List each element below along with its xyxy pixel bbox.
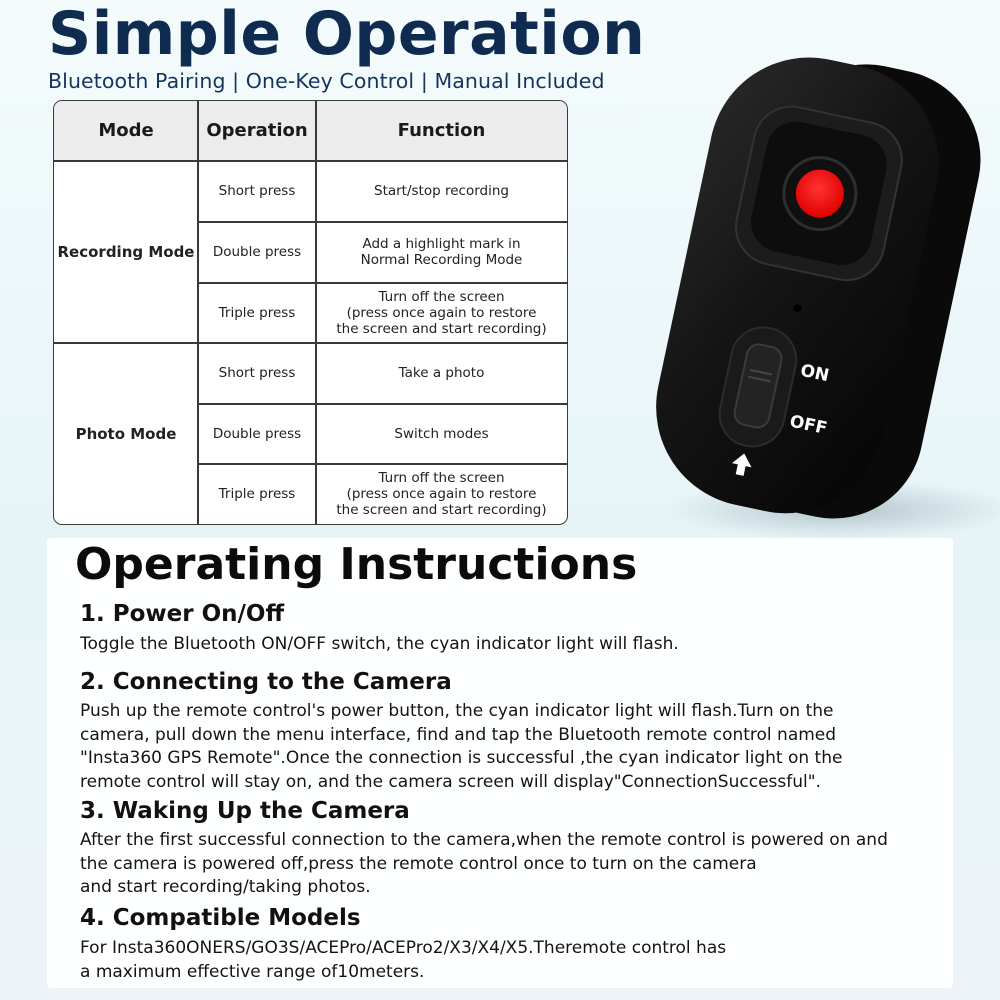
function-line: Turn off the screen xyxy=(378,288,505,305)
function-line: Turn off the screen xyxy=(378,470,505,486)
page-subtitle: Bluetooth Pairing | One-Key Control | Manual Included xyxy=(48,69,605,93)
section-heading-waking: 3. Waking Up the Camera xyxy=(80,798,410,824)
body-line: remote control will stay on, and the camera screen will display"ConnectionSuccessful". xyxy=(80,771,821,792)
operation-cell: Short press xyxy=(218,365,296,381)
function-line: Normal Recording Mode xyxy=(360,252,523,268)
operation-cell: Double press xyxy=(212,425,302,442)
function-line: Take a photo xyxy=(398,365,485,381)
body-line: Push up the remote control's power button, the cyan indicator light will flash.Turn on the xyxy=(80,701,834,721)
section-body-waking xyxy=(80,829,888,900)
function-cell xyxy=(316,343,567,403)
instructions-title: Operating Instructions xyxy=(75,539,638,590)
function-line: the screen and start recording) xyxy=(336,320,547,337)
operation-cell: Triple press xyxy=(218,486,296,502)
function-line: Start/stop recording xyxy=(374,183,509,199)
switch-on-label: ON xyxy=(798,360,831,387)
operation-cell: Double press xyxy=(212,244,302,260)
function-line: (press once again to restore xyxy=(346,486,537,502)
switch-off-label: OFF xyxy=(787,411,829,439)
section-heading-compatible: 4. Compatible Models xyxy=(80,905,361,931)
function-cell xyxy=(316,161,567,221)
remote-control-image xyxy=(650,40,1000,540)
function-line: the screen and start recording) xyxy=(336,502,547,518)
operation-cell: Short press xyxy=(218,183,296,199)
body-line: After the first successful connection to the camera,when the remote control is powered on and xyxy=(80,830,888,850)
section-body-connecting xyxy=(80,700,842,794)
section-heading-connecting: 2. Connecting to the Camera xyxy=(80,669,452,695)
function-cell xyxy=(316,404,567,463)
function-cell xyxy=(316,222,567,282)
section-body-power xyxy=(80,633,679,657)
function-cell xyxy=(316,464,567,524)
operation-cell: Triple press xyxy=(218,304,296,321)
table-header-mode: Mode xyxy=(54,101,198,160)
body-line: camera, pull down the menu interface, find and tap the Bluetooth remote control named xyxy=(80,724,837,745)
body-line: a maximum effective range of10meters. xyxy=(80,961,425,982)
function-line: Switch modes xyxy=(394,425,489,442)
body-line: For Insta360ONERS/GO3S/ACEPro/ACEPro2/X3/X4/X5.Theremote control has xyxy=(80,938,727,958)
section-body-compatible xyxy=(80,937,726,984)
mode-operation-table xyxy=(53,100,568,525)
body-line: Toggle the Bluetooth ON/OFF switch, the cyan indicator light will flash. xyxy=(80,634,679,654)
function-cell xyxy=(316,283,567,342)
function-line: (press once again to restore xyxy=(346,304,537,321)
body-line: the camera is powered off,press the remote control once to turn on the camera xyxy=(80,853,757,874)
mode-cell-photo: Photo Mode xyxy=(75,424,177,443)
section-heading-power: 1. Power On/Off xyxy=(80,601,285,627)
body-line: and start recording/taking photos. xyxy=(80,877,371,897)
function-line: Add a highlight mark in xyxy=(362,236,521,252)
table-header-operation: Operation xyxy=(198,101,316,160)
table-header-function: Function xyxy=(316,101,567,160)
page-title: Simple Operation xyxy=(48,0,646,69)
body-line: "Insta360 GPS Remote".Once the connection is successful ,the cyan indicator light on the xyxy=(80,748,843,768)
mode-cell-recording: Recording Mode xyxy=(57,242,195,261)
